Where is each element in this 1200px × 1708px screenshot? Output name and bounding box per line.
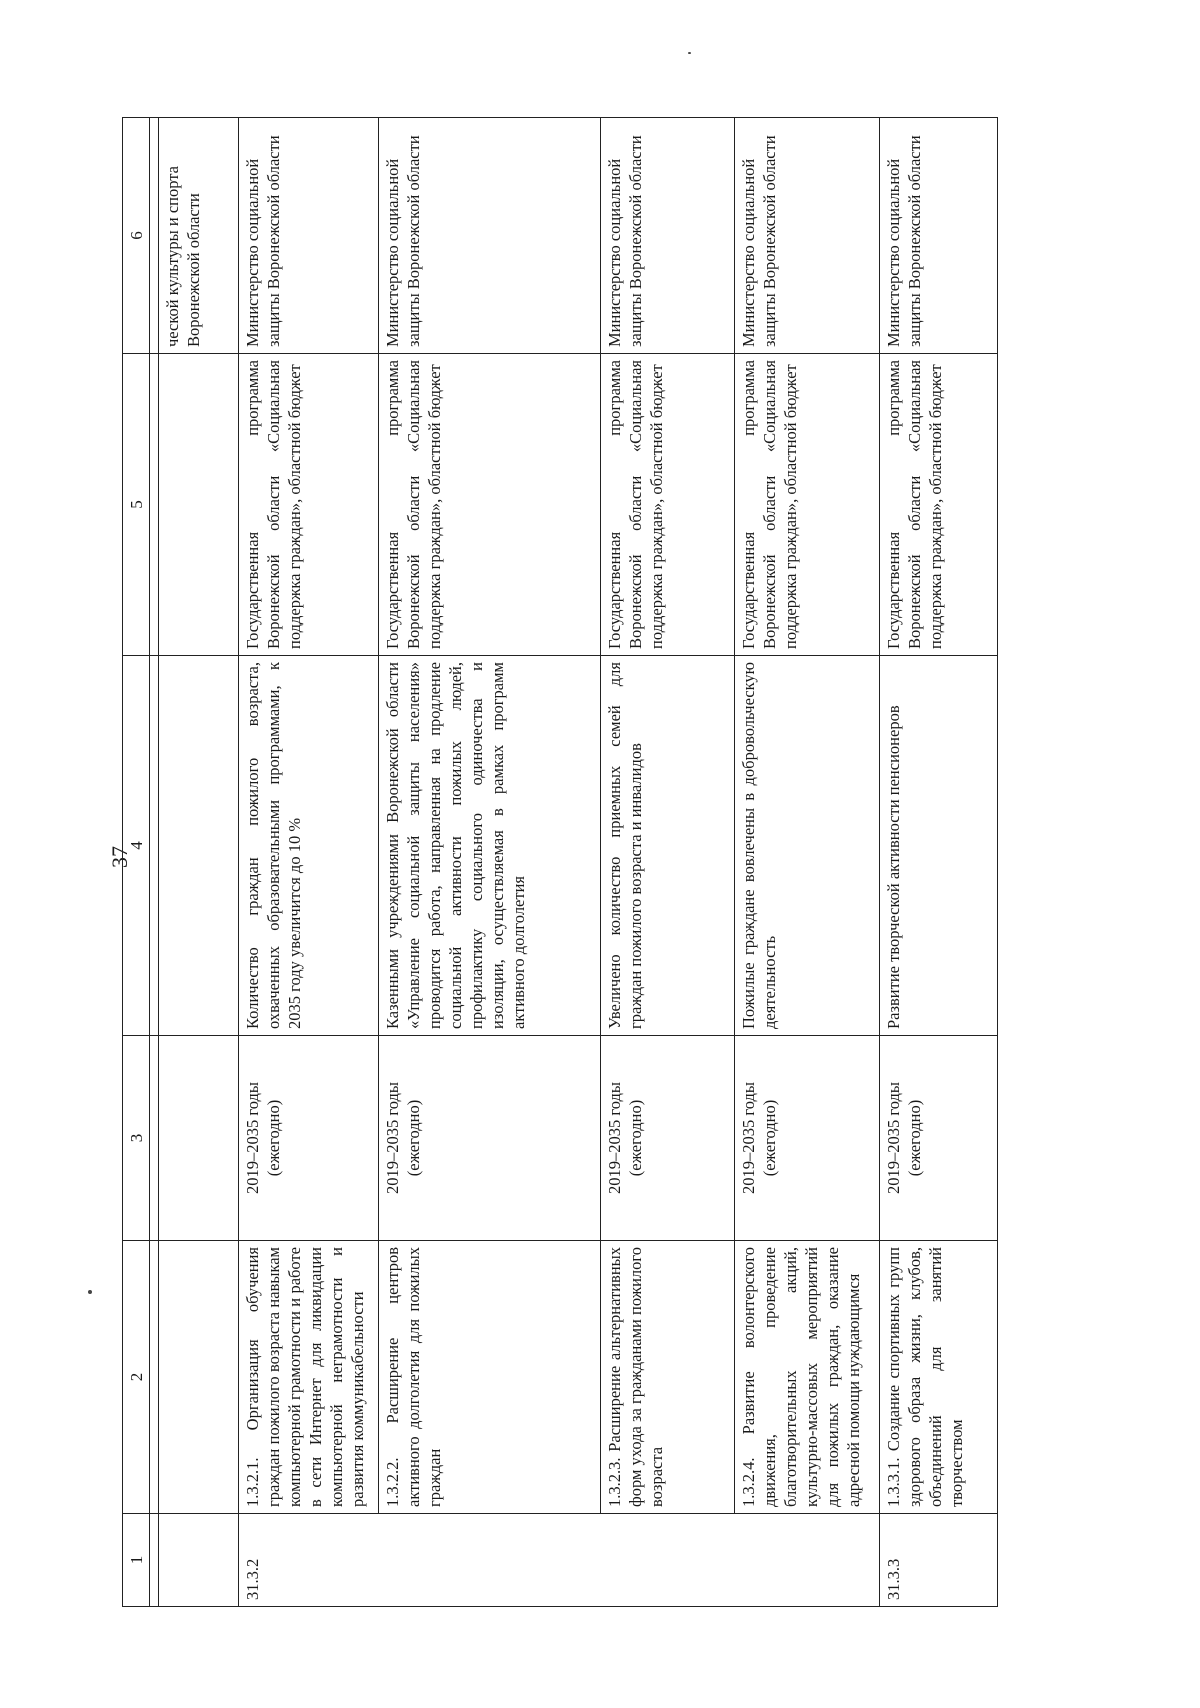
result-cell: Пожилые граждане вовлечены в добровольческую деятельность [735, 656, 880, 1036]
table-row [379, 118, 601, 1607]
period-cell: 2019–2035 годы (ежегодно) [880, 1036, 998, 1241]
executor-cell: Министерство социальной защиты Воронежской области [239, 118, 379, 354]
source-cell: Государственная программа Воронежской области «Социальная поддержка граждан», областной бюджет [239, 354, 379, 656]
source-cell: Государственная программа Воронежской области «Социальная поддержка граждан», областной бюджет [379, 354, 601, 656]
column-number: 3 [123, 1036, 150, 1241]
result-cell: Увеличено количество приемных семей для граждан пожилого возраста и инвалидов [601, 656, 735, 1036]
column-number-row [123, 118, 150, 1607]
column-number: 4 [123, 656, 150, 1036]
source-cell: Государственная программа Воронежской области «Социальная поддержка граждан», областной бюджет [735, 354, 880, 656]
period-cell: 2019–2035 годы (ежегодно) [735, 1036, 880, 1241]
column-number: 2 [123, 1241, 150, 1514]
source-cell: Государственная программа Воронежской области «Социальная поддержка граждан», областной бюджет [880, 354, 998, 656]
measure-cell: 1.3.2.1. Организация обучения граждан пожилого возраста навыкам компьютерной грамотности и работе в сети Интернет для ликвидации компьютерной неграмотности и развития коммуникабельности [239, 1241, 379, 1514]
table-row [735, 118, 880, 1607]
table-row [239, 118, 379, 1607]
table-row [159, 118, 239, 1607]
table-row [880, 118, 998, 1607]
scan-speck [88, 1290, 92, 1294]
period-cell: 2019–2035 годы (ежегодно) [239, 1036, 379, 1241]
table-rotated-wrapper [122, 118, 995, 1607]
result-cell: Количество граждан пожилого возраста, охваченных образовательными программами, к 2035 году увеличится до 10 % [239, 656, 379, 1036]
result-cell: Казенными учреждениями Воронежской области «Управление социальной защиты населения» проводится работа, направленная на продление социальной активности пожилых людей, профилактику социального одиночества и изоляции, осуществляемая в рамках программ активного долголетия [379, 656, 601, 1036]
table-row [601, 118, 735, 1607]
group-code: 31.3.3 [880, 1514, 998, 1607]
result-cell: Развитие творческой активности пенсионеров [880, 656, 998, 1036]
column-number: 5 [123, 354, 150, 656]
executor-cell: Министерство социальной защиты Воронежской области [379, 118, 601, 354]
executor-cell: ческой культуры и спорта Воронежской области [159, 118, 239, 354]
scan-speck [688, 52, 691, 54]
separator-row [150, 118, 159, 1607]
executor-cell: Министерство социальной защиты Воронежской области [880, 118, 998, 354]
column-number: 6 [123, 118, 150, 354]
page-number: 37 [107, 846, 132, 868]
executor-cell: Министерство социальной защиты Воронежской области [735, 118, 880, 354]
plan-table [122, 117, 998, 1607]
source-cell: Государственная программа Воронежской области «Социальная поддержка граждан», областной бюджет [601, 354, 735, 656]
group-code: 31.3.2 [239, 1514, 880, 1607]
measure-cell: 1.3.2.3. Расширение альтернативных форм ухода за гражданами пожилого возраста [601, 1241, 735, 1514]
measure-cell: 1.3.3.1. Создание спортивных групп здорового образа жизни, клубов, объединений для занятий творчеством [880, 1241, 998, 1514]
period-cell: 2019–2035 годы (ежегодно) [379, 1036, 601, 1241]
measure-cell: 1.3.2.2. Расширение центров активного долголетия для пожилых граждан [379, 1241, 601, 1514]
period-cell: 2019–2035 годы (ежегодно) [601, 1036, 735, 1241]
executor-cell: Министерство социальной защиты Воронежской области [601, 118, 735, 354]
column-number: 1 [123, 1514, 150, 1607]
measure-cell: 1.3.2.4. Развитие волонтерского движения, проведение благотворительных акций, культурно-массовых мероприятий для пожилых граждан, оказание адресной помощи нуждающимся [735, 1241, 880, 1514]
